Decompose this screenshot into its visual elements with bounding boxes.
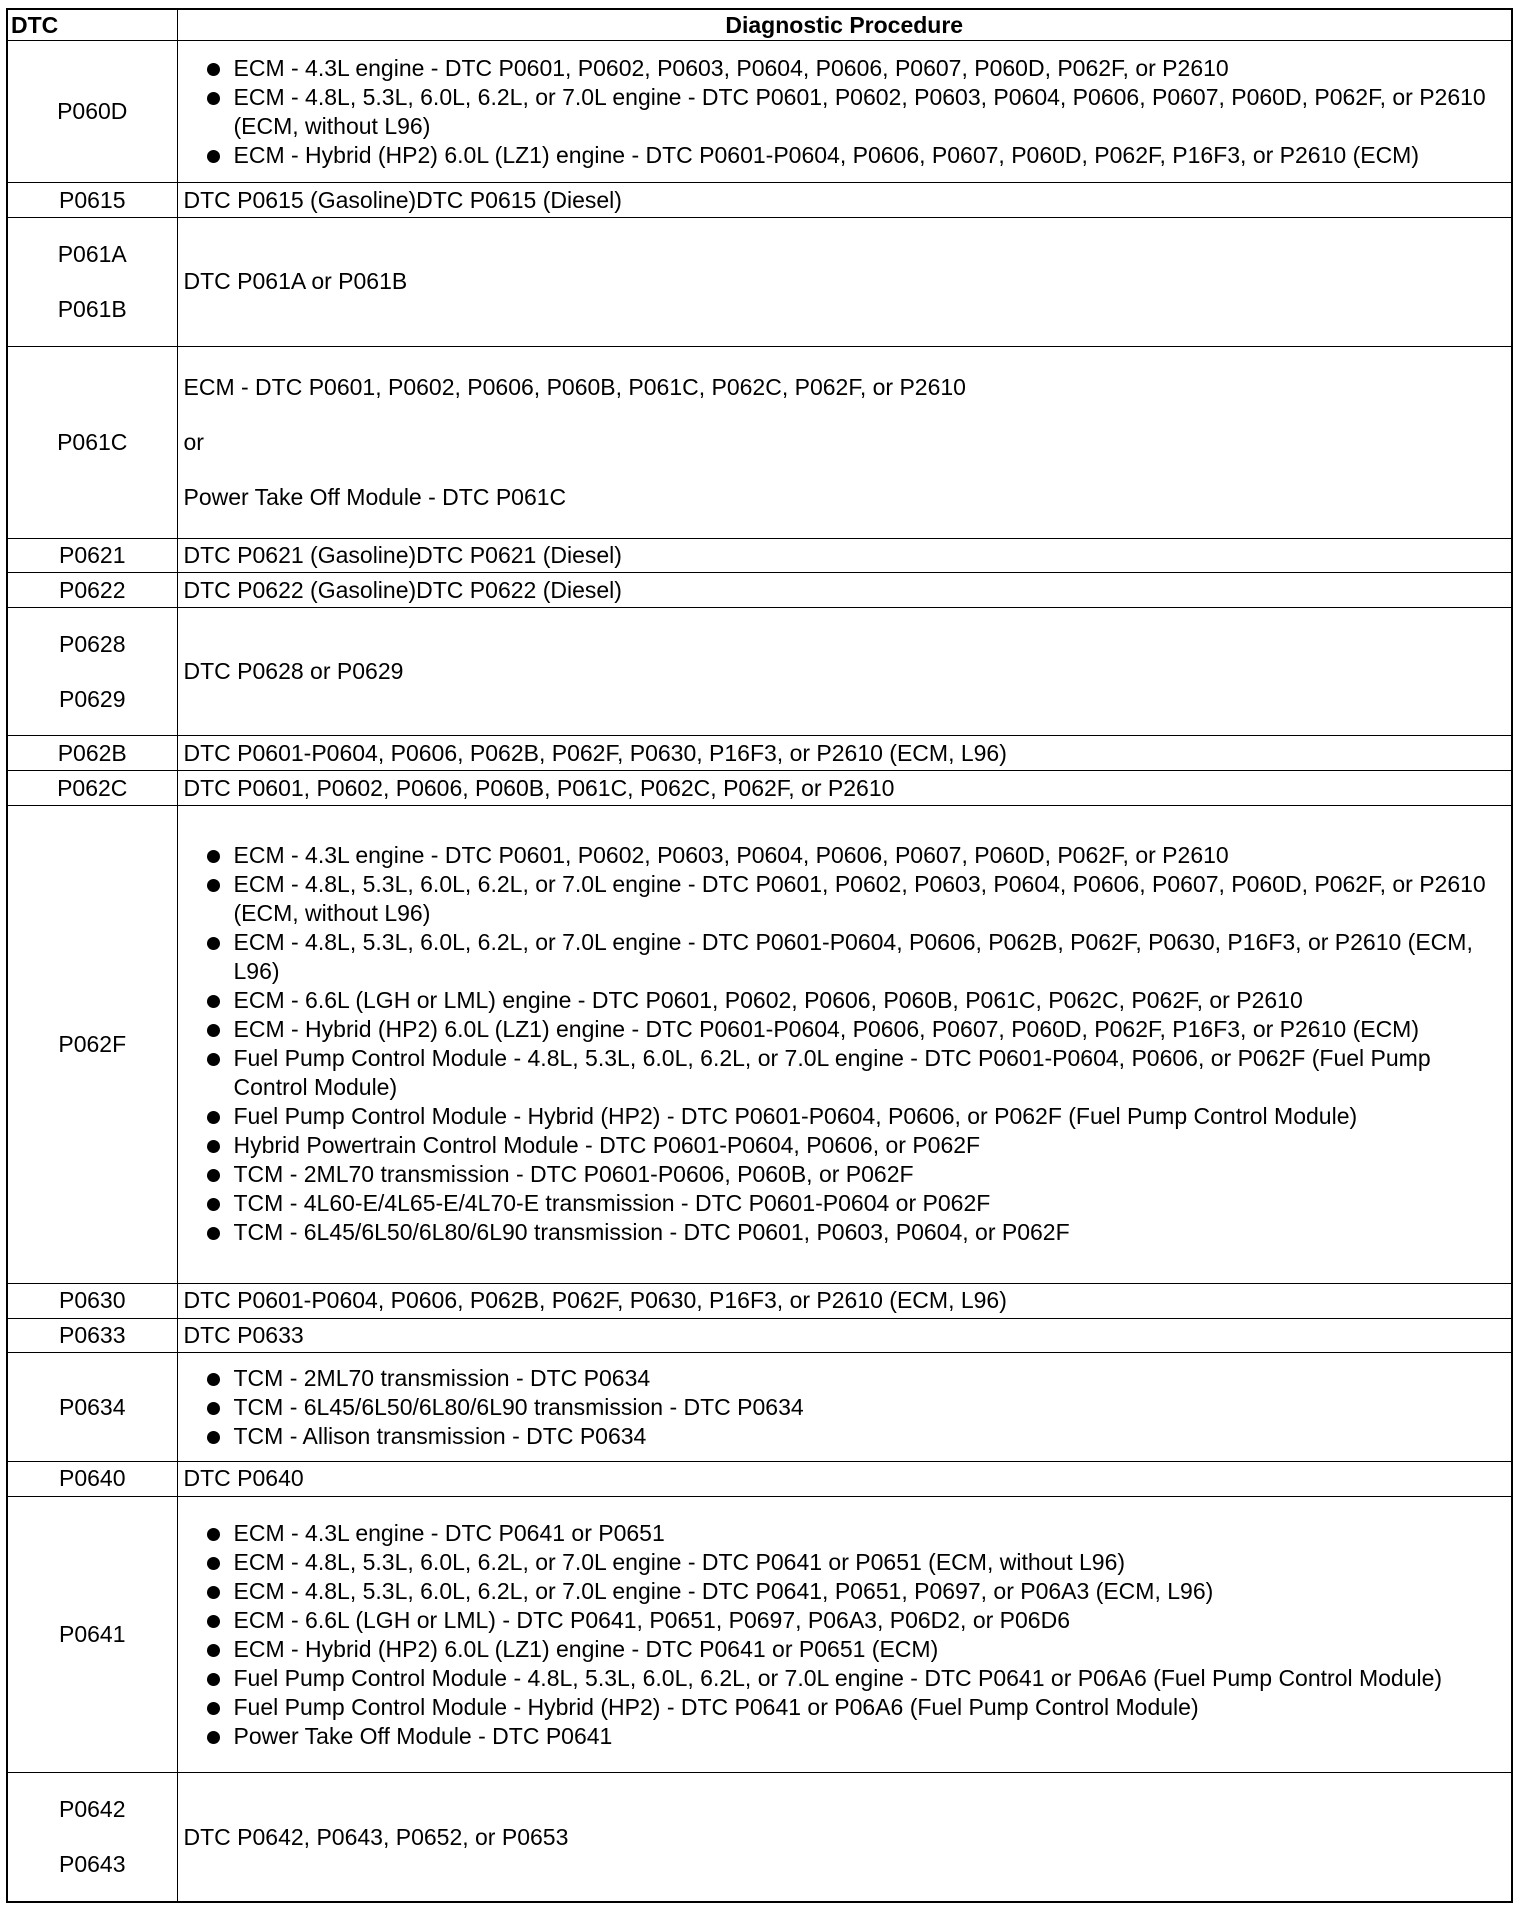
- table-row: [7, 736, 1512, 771]
- procedure-list: [184, 838, 1504, 1250]
- dtc-cell: [7, 1318, 177, 1353]
- table-row: [7, 771, 1512, 806]
- dtc-code: P061C: [57, 428, 128, 455]
- list-item: ECM - 4.8L, 5.3L, 6.0L, 6.2L, or 7.0L engine - DTC P0641, P0651, P0697, or P06A3 (ECM, L96): [234, 1577, 1504, 1606]
- dtc-code: P0634: [58, 1393, 126, 1420]
- procedure-text: DTC P0601, P0602, P0606, P060B, P061C, P062C, P062F, or P2610: [183, 774, 895, 801]
- list-item: ECM - 6.6L (LGH or LML) - DTC P0641, P0651, P0697, P06A3, P06D2, or P06D6: [234, 1606, 1504, 1635]
- procedure-cell: [177, 1353, 1512, 1462]
- dtc-cell: [7, 41, 177, 183]
- dtc-cell: [7, 346, 177, 538]
- dtc-code: P0629: [58, 685, 126, 712]
- table-row: [7, 346, 1512, 538]
- list-item: ECM - 4.3L engine - DTC P0641 or P0651: [234, 1519, 1504, 1548]
- list-item: TCM - 6L45/6L50/6L80/6L90 transmission - DTC P0634: [234, 1393, 1504, 1422]
- document-page: [6, 8, 1511, 1903]
- procedure-cell: [177, 1318, 1512, 1353]
- table-row: [7, 1773, 1512, 1902]
- procedure-text: DTC P0601-P0604, P0606, P062B, P062F, P0630, P16F3, or P2610 (ECM, L96): [183, 739, 1007, 766]
- procedure-cell: [177, 41, 1512, 183]
- table-header-row: [7, 9, 1512, 41]
- dtc-code: P062F: [58, 1030, 127, 1057]
- list-item: TCM - 6L45/6L50/6L80/6L90 transmission - DTC P0601, P0603, P0604, or P062F: [234, 1218, 1504, 1247]
- procedure-cell: [177, 608, 1512, 736]
- dtc-cell: [7, 183, 177, 218]
- procedure-cell: [177, 183, 1512, 218]
- list-item: ECM - Hybrid (HP2) 6.0L (LZ1) engine - DTC P0641 or P0651 (ECM): [234, 1635, 1504, 1664]
- list-item: Hybrid Powertrain Control Module - DTC P0601-P0604, P0606, or P062F: [234, 1131, 1504, 1160]
- column-header-dtc: DTC: [7, 9, 177, 41]
- dtc-code: P062B: [57, 739, 127, 766]
- procedure-list: [184, 1361, 1504, 1454]
- procedure-text: Power Take Off Module - DTC P061C: [183, 483, 567, 510]
- procedure-text: DTC P0622 (Gasoline)DTC P0622 (Diesel): [183, 576, 622, 603]
- procedure-cell: [177, 1283, 1512, 1318]
- procedure-text: or: [183, 428, 204, 455]
- dtc-cell: [7, 1353, 177, 1462]
- procedure-text: DTC P0628 or P0629: [183, 658, 404, 685]
- table-row: [7, 1283, 1512, 1318]
- procedure-cell: [177, 573, 1512, 608]
- dtc-code: P062C: [57, 774, 128, 801]
- dtc-code: P0628: [58, 630, 126, 657]
- dtc-code: P061A: [57, 240, 127, 267]
- dtc-code: P0622: [58, 576, 126, 603]
- dtc-cell: [7, 573, 177, 608]
- list-item: ECM - Hybrid (HP2) 6.0L (LZ1) engine - DTC P0601-P0604, P0606, P0607, P060D, P062F, P16F3, or P2610 (ECM): [234, 141, 1504, 170]
- procedure-text: DTC P0640: [183, 1465, 304, 1492]
- procedure-cell: [177, 1773, 1512, 1902]
- dtc-code: P0642: [58, 1796, 126, 1823]
- list-item: Fuel Pump Control Module - 4.8L, 5.3L, 6.0L, 6.2L, or 7.0L engine - DTC P0601-P0604, P0606, or P062F (Fuel Pump Control Module): [234, 1044, 1504, 1102]
- dtc-code: P0641: [58, 1621, 126, 1647]
- table-row: [7, 1318, 1512, 1353]
- list-item: Power Take Off Module - DTC P0641: [234, 1722, 1504, 1751]
- table-row: [7, 538, 1512, 573]
- list-item: ECM - Hybrid (HP2) 6.0L (LZ1) engine - DTC P0601-P0604, P0606, P0607, P060D, P062F, P16F3, or P2610 (ECM): [234, 1015, 1504, 1044]
- table-row: [7, 805, 1512, 1283]
- dtc-cell: [7, 538, 177, 573]
- procedure-cell: [177, 805, 1512, 1283]
- procedure-cell: [177, 1462, 1512, 1497]
- table-row: [7, 608, 1512, 736]
- table-body: [7, 41, 1512, 1903]
- dtc-cell: [7, 771, 177, 806]
- procedure-cell: [177, 218, 1512, 346]
- dtc-cell: [7, 218, 177, 346]
- procedure-cell: [177, 538, 1512, 573]
- procedure-cell: [177, 771, 1512, 806]
- list-item: ECM - 4.8L, 5.3L, 6.0L, 6.2L, or 7.0L engine - DTC P0601, P0602, P0603, P0604, P0606, P0607, P060D, P062F, or P2610 (ECM, without L96): [234, 870, 1504, 928]
- procedure-text: DTC P0601-P0604, P0606, P062B, P062F, P0630, P16F3, or P2610 (ECM, L96): [183, 1287, 1007, 1314]
- procedure-list: [184, 51, 1504, 173]
- dtc-code: P0640: [58, 1465, 126, 1492]
- list-item: ECM - 4.3L engine - DTC P0601, P0602, P0603, P0604, P0606, P0607, P060D, P062F, or P2610: [234, 841, 1504, 870]
- list-item: ECM - 4.3L engine - DTC P0601, P0602, P0603, P0604, P0606, P0607, P060D, P062F, or P2610: [234, 54, 1504, 83]
- dtc-code: P0630: [58, 1287, 126, 1314]
- table-row: [7, 1353, 1512, 1462]
- dtc-code: P0633: [58, 1321, 126, 1348]
- table-row: [7, 218, 1512, 346]
- table-row: [7, 41, 1512, 183]
- procedure-list: [184, 1516, 1504, 1754]
- procedure-text: DTC P061A or P061B: [183, 268, 408, 295]
- procedure-cell: [177, 346, 1512, 538]
- table-row: [7, 1496, 1512, 1773]
- list-item: Fuel Pump Control Module - Hybrid (HP2) - DTC P0641 or P06A6 (Fuel Pump Control Module): [234, 1693, 1504, 1722]
- list-item: TCM - Allison transmission - DTC P0634: [234, 1422, 1504, 1451]
- procedure-text: DTC P0633: [183, 1321, 304, 1348]
- dtc-code: P060D: [57, 98, 128, 125]
- dtc-cell: [7, 1283, 177, 1318]
- table-row: [7, 573, 1512, 608]
- procedure-text: DTC P0615 (Gasoline)DTC P0615 (Diesel): [183, 186, 622, 213]
- list-item: TCM - 4L60-E/4L65-E/4L70-E transmission - DTC P0601-P0604 or P062F: [234, 1189, 1504, 1218]
- dtc-table: [6, 8, 1513, 1903]
- table-row: [7, 183, 1512, 218]
- table-row: [7, 1462, 1512, 1497]
- dtc-code: P0643: [58, 1851, 126, 1878]
- procedure-cell: [177, 1496, 1512, 1773]
- dtc-cell: [7, 1462, 177, 1497]
- list-item: ECM - 4.8L, 5.3L, 6.0L, 6.2L, or 7.0L engine - DTC P0641 or P0651 (ECM, without L96): [234, 1548, 1504, 1577]
- dtc-cell: [7, 805, 177, 1283]
- procedure-text: DTC P0621 (Gasoline)DTC P0621 (Diesel): [183, 541, 622, 568]
- dtc-cell: [7, 608, 177, 736]
- list-item: TCM - 2ML70 transmission - DTC P0634: [234, 1364, 1504, 1393]
- dtc-cell: [7, 1496, 177, 1773]
- dtc-cell: [7, 736, 177, 771]
- list-item: ECM - 4.8L, 5.3L, 6.0L, 6.2L, or 7.0L engine - DTC P0601-P0604, P0606, P062B, P062F, P0630, P16F3, or P2610 (ECM, L96): [234, 928, 1504, 986]
- procedure-text: ECM - DTC P0601, P0602, P0606, P060B, P061C, P062C, P062F, or P2610: [183, 373, 966, 400]
- dtc-cell: [7, 1773, 177, 1902]
- dtc-code: P061B: [57, 295, 127, 322]
- procedure-text: DTC P0642, P0643, P0652, or P0653: [183, 1823, 569, 1850]
- list-item: Fuel Pump Control Module - Hybrid (HP2) - DTC P0601-P0604, P0606, or P062F (Fuel Pump Control Module): [234, 1102, 1504, 1131]
- list-item: ECM - 6.6L (LGH or LML) engine - DTC P0601, P0602, P0606, P060B, P061C, P062C, P062F, or P2610: [234, 986, 1504, 1015]
- column-header-procedure: Diagnostic Procedure: [177, 9, 1512, 41]
- dtc-code: P0621: [58, 541, 126, 568]
- list-item: Fuel Pump Control Module - 4.8L, 5.3L, 6.0L, 6.2L, or 7.0L engine - DTC P0641 or P06A6 (Fuel Pump Control Module): [234, 1664, 1504, 1693]
- list-item: ECM - 4.8L, 5.3L, 6.0L, 6.2L, or 7.0L engine - DTC P0601, P0602, P0603, P0604, P0606, P0607, P060D, P062F, or P2610 (ECM, without L96): [234, 83, 1504, 141]
- dtc-code: P0615: [58, 186, 126, 213]
- procedure-cell: [177, 736, 1512, 771]
- list-item: TCM - 2ML70 transmission - DTC P0601-P0606, P060B, or P062F: [234, 1160, 1504, 1189]
